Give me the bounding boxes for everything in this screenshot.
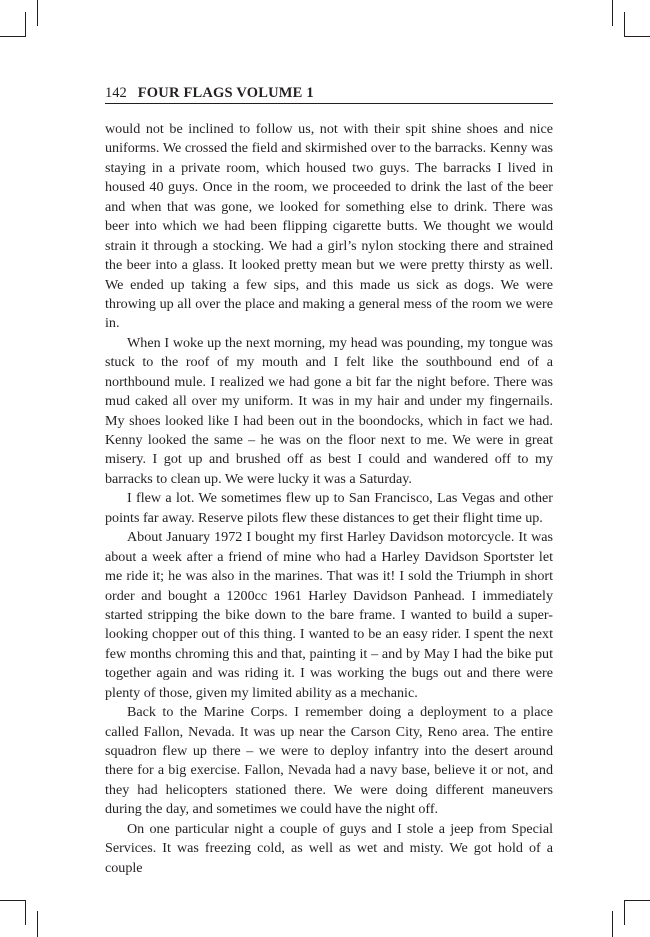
running-header: [105, 84, 553, 104]
paragraph: When I woke up the next morning, my head was pounding, my tongue was stuck to the roof of my mouth and I felt like the southbound end of a northbound mule. I realized we had gone a bit far the night before. There was mud caked all over my uniform. It was in my hair and under my fingernails. My shoes looked like I had been out in the boondocks, which in fact we had. Kenny looked the same – he was on the floor next to me. We were in great misery. I got up and brushed off as best I could and wandered off to my barracks to clean up. We were lucky it was a Saturday.: [105, 334, 553, 487]
paragraph: I flew a lot. We sometimes flew up to San Francisco, Las Vegas and other points far away. Reserve pilots flew these distances to get their flight time up.: [105, 490, 553, 526]
paragraph: About January 1972 I bought my first Harley Davidson motorcycle. It was about a week after a friend of mine who had a Harley Davidson Sportster let me ride it; he was also in the marines. That was it! I sold the Triumph in short order and bought a 1200cc 1961 Harley Davidson Panhead. I immediately started stripping the bike down to the bare frame. I wanted to build a super-looking chopper out of this thing. I wanted to be an easy rider. I spent the next few months chroming this and that, painting it – and by May I had the bike put together again and was riding it. I was working the bugs out and there were plenty of those, given my limited ability as a mechanic.: [105, 529, 553, 701]
crop-mark-bottom-right-vertical: [612, 911, 613, 937]
crop-mark-bottom-left-horizontal: [0, 900, 26, 901]
paragraph: Back to the Marine Corps. I remember doing a deployment to a place called Fallon, Nevada. It was up near the Carson City, Reno area. The entire squadron flew up there – we were to deploy infantry into the desert around there for a big exercise. Fallon, Nevada had a navy base, believe it or not, and they had helicopters stationed there. We were doing different maneuvers during the day, and sometimes we could have the night off.: [105, 704, 553, 818]
book-title: FOUR FLAGS VOLUME 1: [137, 85, 314, 101]
crop-mark-bottom-left-vertical-inner: [25, 901, 26, 925]
crop-mark-bottom-right-vertical-inner: [624, 901, 625, 925]
crop-mark-bottom-right-horizontal: [624, 900, 650, 901]
crop-mark-bottom-left-vertical: [37, 911, 38, 937]
paragraph: On one particular night a couple of guys and I stole a jeep from Special Services. It was freezing cold, as well as wet and misty. We got hold of a couple: [105, 820, 553, 876]
crop-mark-top-left-vertical-inner: [25, 12, 26, 36]
crop-mark-top-left-vertical: [37, 0, 38, 26]
crop-mark-top-right-vertical: [612, 0, 613, 26]
crop-mark-top-left-horizontal: [0, 36, 26, 37]
paragraph-continued: would not be inclined to follow us, not with their spit shine shoes and nice uniforms. We crossed the field and skirmished over to the barracks. Kenny was staying in a private room, which housed two guys. The barracks I lived in housed 40 guys. Once in the room, we proceeded to drink the last of the beer and when that was gone, we looked for something else to drink. There was beer into which we had been flipping cigarette butts. We thought we would strain it through a stocking. We had a girl’s nylon stocking there and strained the beer into a glass. It looked pretty mean but we were pretty thirsty as well. We ended up taking a few sips, and this made us sick as dogs. We were throwing up all over the place and making a general mess of the room we were in.: [105, 121, 553, 332]
body-text: [105, 120, 553, 878]
page-number: 142: [105, 85, 127, 101]
crop-mark-top-right-horizontal: [624, 36, 650, 37]
crop-mark-top-right-vertical-inner: [624, 12, 625, 36]
